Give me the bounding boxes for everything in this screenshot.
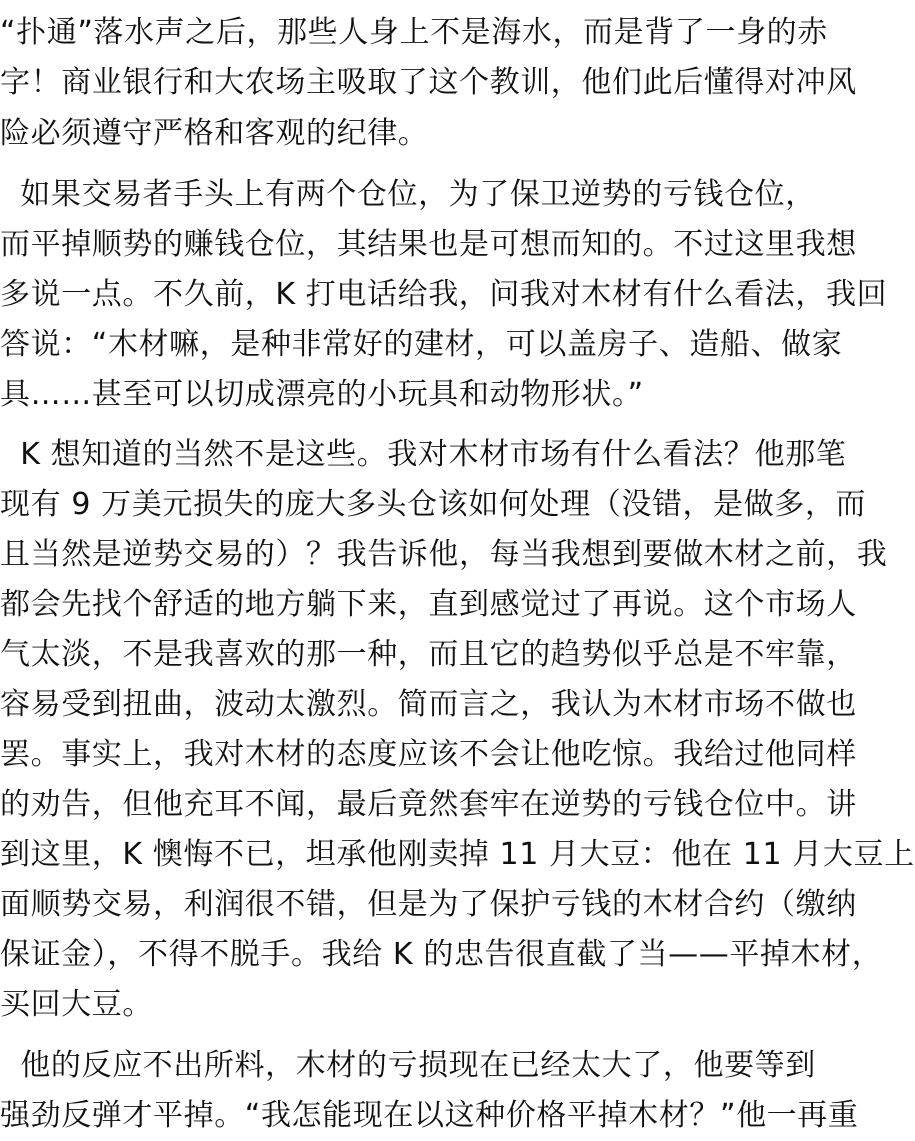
- text-line: 具……甚至可以切成漂亮的小玩具和动物形状。”: [0, 377, 644, 412]
- text-line: 字！商业银行和大农场主吸取了这个教训，他们此后懂得对冲风: [0, 65, 857, 100]
- text-line: 到这里，K 懊悔不已，坦承他刚卖掉 11 月大豆：他在 11 月大豆上: [0, 837, 915, 872]
- text-line: 而平掉顺势的赚钱仓位，其结果也是可想而知的。不过这里我想: [0, 227, 857, 262]
- text-line: 答说：“木材嘛，是种非常好的建材，可以盖房子、造船、做家: [0, 327, 843, 362]
- text-line: 保证金），不得不脱手。我给 K 的忠告很直截了当——平掉木材，: [0, 937, 883, 972]
- text-line: 面顺势交易，利润很不错，但是为了保护亏钱的木材合约（缴纳: [0, 887, 857, 922]
- text-line: 罢。事实上，我对木材的态度应该不会让他吃惊。我给过他同样: [0, 737, 857, 772]
- text-line: 如果交易者手头上有两个仓位，为了保卫逆势的亏钱仓位，: [0, 177, 816, 212]
- text-line: 都会先找个舒适的地方躺下来，直到感觉过了再说。这个市场人: [0, 587, 857, 622]
- text-line: 容易受到扭曲，波动太激烈。简而言之，我认为木材市场不做也: [0, 687, 857, 722]
- text-line: 买回大豆。: [0, 987, 153, 1022]
- text-line: 多说一点。不久前，K 打电话给我，问我对木材有什么看法，我回: [0, 277, 888, 312]
- text-line: K 想知道的当然不是这些。我对木材市场有什么看法？他那笔: [0, 437, 847, 472]
- text-line: 且当然是逆势交易的）？我告诉他，每当我想到要做木材之前，我: [0, 537, 888, 572]
- text-line: 强劲反弹才平掉。“我怎能现在以这种价格平掉木材？”他一再重: [0, 1098, 859, 1133]
- text-line: 现有 9 万美元损失的庞大多头仓该如何处理（没错，是做多，而: [0, 487, 867, 522]
- text-line: 他的反应不出所料，木材的亏损现在已经太大了，他要等到: [0, 1048, 816, 1083]
- text-line: 险必须遵守严格和客观的纪律。: [0, 116, 429, 151]
- text-line: “扑通”落水声之后，那些人身上不是海水，而是背了一身的赤: [0, 15, 828, 50]
- text-line: 的劝告，但他充耳不闻，最后竟然套牢在逆势的亏钱仓位中。讲: [0, 787, 857, 822]
- text-line: 气太淡，不是我喜欢的那一种，而且它的趋势似乎总是不牢靠，: [0, 637, 857, 672]
